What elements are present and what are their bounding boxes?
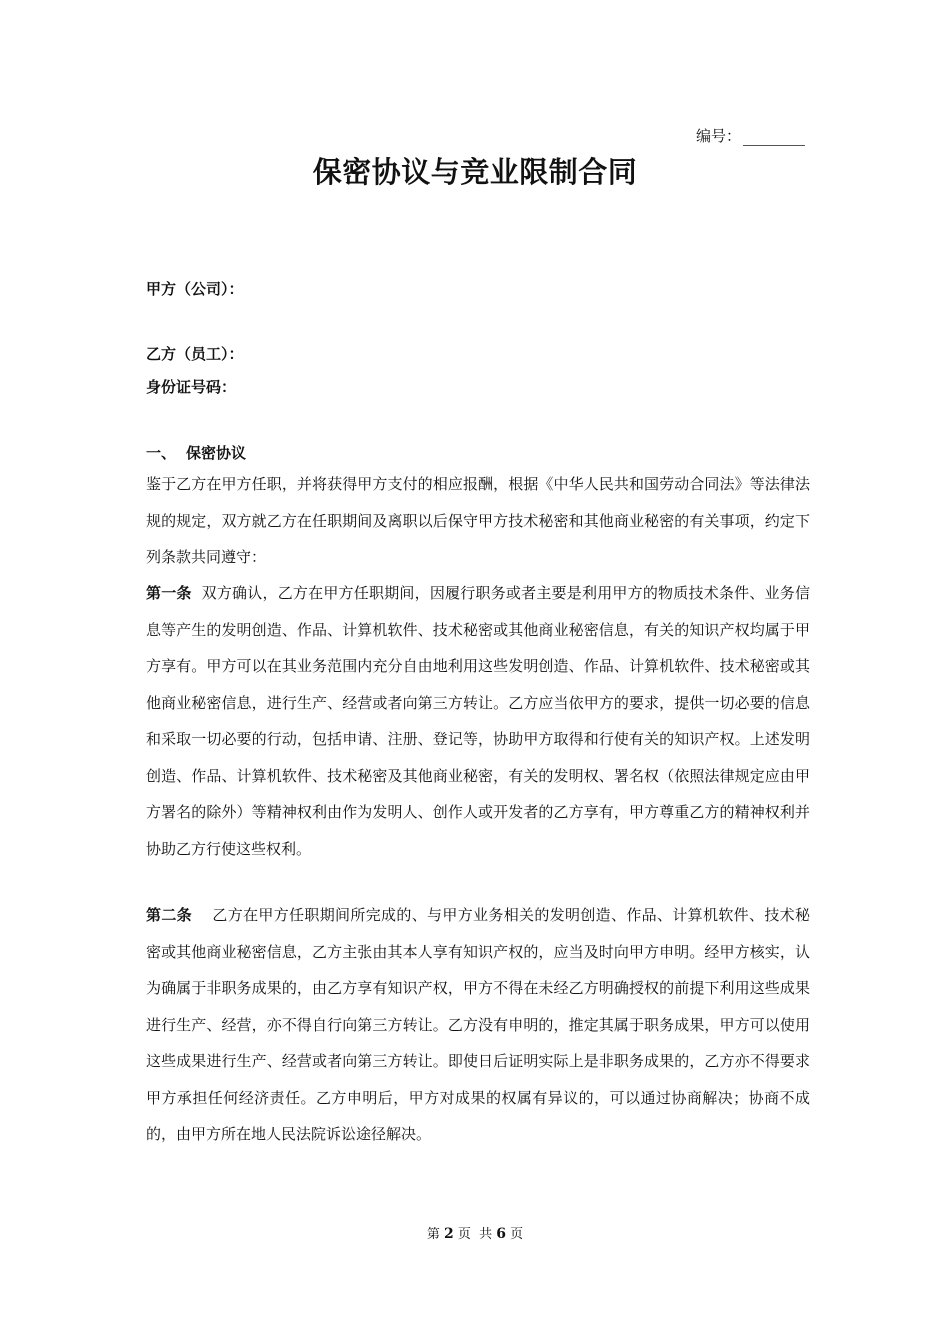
footer-suffix: 页 [510,1227,524,1242]
current-page-number: 2 [443,1226,454,1242]
article-1-label: 第一条 [146,584,192,602]
document-number-label: 编号： [696,127,742,145]
section-title: 保密协议 [186,444,247,462]
document-number [696,126,805,146]
page-footer [0,1224,950,1245]
id-number-field: 身份证号码： [146,378,237,396]
party-b-field: 乙方（员工）： [146,345,244,363]
article-2-text: 乙方在甲方任职期间所完成的、与甲方业务相关的发明创造、作品、计算机软件、技术秘密或其他商业秘密信息，乙方主张由其本人享有知识产权的，应当及时向甲方申明。经甲方核实，认为确属于非职务成果的，由乙方享有知识产权，甲方不得在未经乙方明确授权的前提下利用这些成果进行生产、经营，亦不得自行向第三方转让。乙方没有申明的，推定其属于职务成果，甲方可以使用这些成果进行生产、经营或者向第三方转让。即使日后证明实际上是非职务成果的，乙方亦不得要求甲方承担任何经济责任。乙方申明后，甲方对成果的权属有异议的，可以通过协商解决；协商不成的，由甲方所在地人民法院诉讼途径解决。 [146,906,810,1143]
section-number: 一、 [146,444,177,462]
article-2 [146,897,810,1153]
intro-paragraph: 鉴于乙方在甲方任职，并将获得甲方支付的相应报酬，根据《中华人民共和国劳动合同法》等法律法规的规定，双方就乙方在任职期间及离职以后保守甲方技术秘密和其他商业秘密的有关事项，约定下列条款共同遵守： [146,475,810,566]
party-a-field: 甲方（公司）： [146,280,244,298]
article-1 [146,575,810,867]
total-pages-number: 6 [496,1226,507,1242]
article-1-text: 双方确认，乙方在甲方任职期间，因履行职务或者主要是利用甲方的物质技术条件、业务信息等产生的发明创造、作品、计算机软件、技术秘密或其他商业秘密信息，有关的知识产权均属于甲方享有。甲方可以在其业务范围内充分自由地利用这些发明创造、作品、计算机软件、技术秘密或其他商业秘密信息，进行生产、经营或者向第三方转让。乙方应当依甲方的要求，提供一切必要的信息和采取一切必要的行动，包括申请、注册、登记等，协助甲方取得和行使有关的知识产权。上述发明创造、作品、计算机软件、技术秘密及其他商业秘密，有关的发明权、署名权（依照法律规定应由甲方署名的除外）等精神权利由作为发明人、创作人或开发者的乙方享有，甲方尊重乙方的精神权利并协助乙方行使这些权利。 [146,584,810,858]
footer-mid: 页 共 [457,1227,493,1242]
document-number-blank [743,129,805,146]
document-title: 保密协议与竞业限制合同 [312,155,638,189]
section-heading [146,442,246,464]
footer-prefix: 第 [426,1227,440,1242]
article-2-label: 第二条 [146,906,192,924]
